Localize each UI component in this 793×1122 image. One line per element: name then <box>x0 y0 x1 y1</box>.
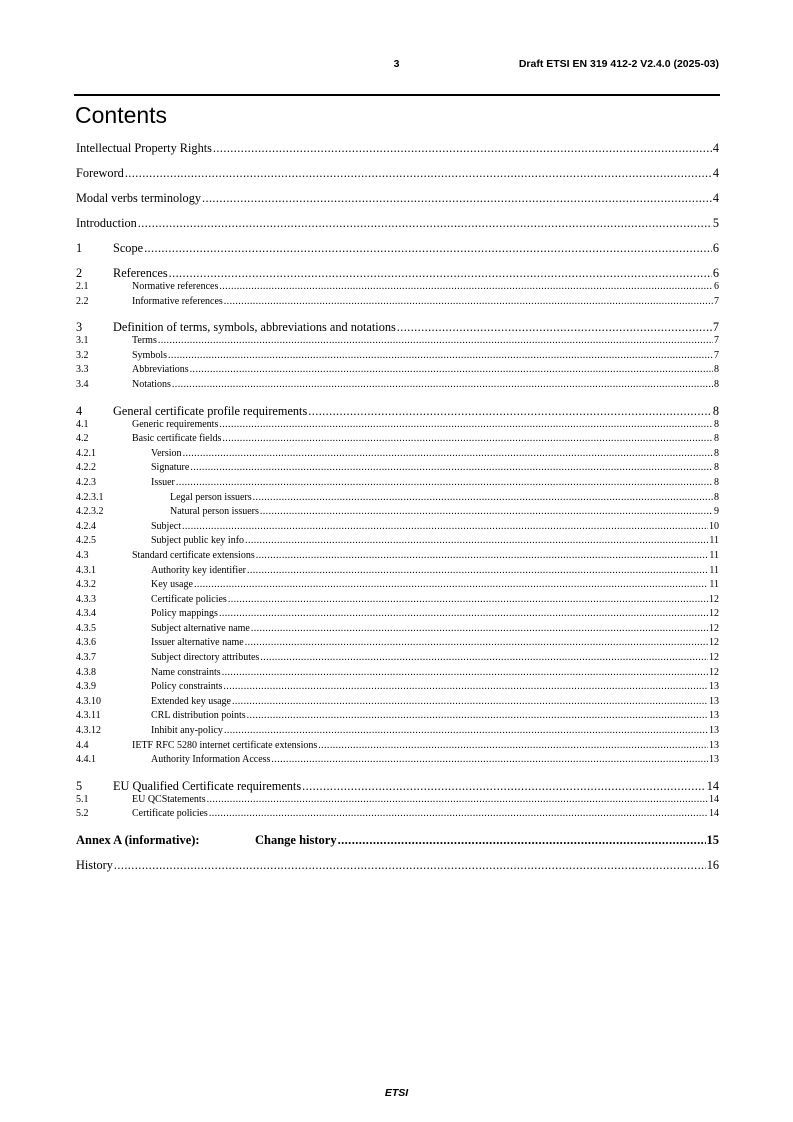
toc-entry-page: 13 <box>709 754 719 766</box>
toc-entry-title: Subject alternative name <box>151 622 250 634</box>
toc-leader-dots <box>223 680 708 695</box>
toc-entry[interactable] <box>76 295 719 310</box>
toc-entry-number: 4.2.3.2 <box>76 506 104 518</box>
toc-entry-number: 4.2.2 <box>76 462 96 474</box>
toc-entry-title: References <box>113 266 168 280</box>
toc-entry-page: 8 <box>714 491 719 503</box>
toc-entry[interactable] <box>76 191 719 205</box>
toc-entry[interactable] <box>76 334 719 349</box>
toc-entry-title: Change history <box>255 833 337 847</box>
document-id: Draft ETSI EN 319 412-2 V2.4.0 (2025-03) <box>518 58 719 70</box>
toc-leader-dots <box>219 607 708 622</box>
toc-entry-title: Abbreviations <box>132 364 189 376</box>
toc-entry-page: 11 <box>709 564 719 576</box>
toc-entry-title: Version <box>151 447 182 459</box>
toc-leader-dots <box>213 141 712 155</box>
toc-entry-title: Subject directory attributes <box>151 652 260 664</box>
toc-entry-title: Intellectual Property Rights <box>76 141 212 155</box>
toc-entry[interactable] <box>76 753 719 768</box>
toc-entry-page: 13 <box>709 681 719 693</box>
toc-entry-title: Symbols <box>132 349 168 361</box>
toc-entry-page: 13 <box>709 695 719 707</box>
toc-leader-dots <box>176 476 713 491</box>
toc-entry[interactable] <box>76 578 719 593</box>
toc-entry-page: 8 <box>714 364 719 376</box>
toc-entry[interactable] <box>76 461 719 476</box>
toc-entry[interactable] <box>76 404 719 418</box>
toc-entry-page: 4 <box>712 166 719 180</box>
toc-entry[interactable] <box>76 564 719 579</box>
toc-leader-dots <box>247 564 708 579</box>
toc-entry[interactable] <box>76 378 719 393</box>
toc-entry-number: 4.2.4 <box>76 520 96 532</box>
page-title: Contents <box>75 102 168 128</box>
toc-leader-dots <box>247 709 708 724</box>
toc-leader-dots <box>232 695 708 710</box>
toc-entry-page: 4 <box>712 141 719 155</box>
toc-leader-dots <box>169 266 712 280</box>
toc-entry-page: 11 <box>709 549 719 561</box>
toc-leader-dots <box>222 432 713 447</box>
toc-entry-page: 8 <box>714 378 719 390</box>
toc-entry-page: 12 <box>709 652 719 664</box>
footer-label: ETSI <box>384 1087 409 1099</box>
toc-entry-title: Subject public key info <box>151 535 245 547</box>
toc-entry[interactable] <box>76 739 719 754</box>
toc-entry-number: 4.3.1 <box>76 564 96 576</box>
toc-leader-dots <box>260 651 708 666</box>
toc-entry-number: 4.4 <box>76 739 89 751</box>
toc-entry-page: 15 <box>706 833 719 847</box>
toc-leader-dots <box>318 739 708 754</box>
toc-entry-number: 4.3.3 <box>76 593 96 605</box>
toc-entry-number: 3 <box>76 320 83 335</box>
toc-entry-title: Issuer alternative name <box>151 637 244 649</box>
toc-entry-title: Subject <box>151 520 181 532</box>
toc-leader-dots <box>207 793 708 808</box>
toc-entry-number: 4.3.5 <box>76 622 96 634</box>
toc-leader-dots <box>397 320 712 334</box>
toc-entry-title: Extended key usage <box>151 695 231 707</box>
toc-entry-title: Policy mappings <box>151 608 218 620</box>
toc-entry-title: Generic requirements <box>132 418 219 430</box>
toc-entry-title: Inhibit any-policy <box>151 725 223 737</box>
toc-entry-page: 8 <box>712 403 719 418</box>
toc-entry-page: 8 <box>714 447 719 459</box>
toc-entry-title: Definition of terms, symbols, abbreviations and notations <box>113 320 396 335</box>
toc-leader-dots <box>168 349 713 364</box>
toc-entry[interactable] <box>76 858 719 872</box>
toc-entry-number: 4.2.5 <box>76 535 96 547</box>
toc-entry-number: 4.2.3 <box>76 476 96 488</box>
toc-entry[interactable] <box>76 280 719 295</box>
toc-leader-dots <box>260 505 713 520</box>
toc-leader-dots <box>138 216 712 230</box>
toc-leader-dots <box>271 753 708 768</box>
toc-leader-dots <box>182 520 708 535</box>
toc-leader-dots <box>224 724 708 739</box>
toc-entry[interactable] <box>76 216 719 230</box>
toc-entry-title: CRL distribution points <box>151 710 246 722</box>
toc-entry[interactable] <box>76 607 719 622</box>
toc-entry-title: Natural person issuers <box>170 506 259 518</box>
toc-entry-page: 8 <box>714 476 719 488</box>
toc-entry[interactable] <box>76 666 719 681</box>
toc-entry-number: 3.3 <box>76 364 89 376</box>
toc-entry[interactable] <box>76 724 719 739</box>
toc-leader-dots <box>251 622 708 637</box>
toc-entry-page: 7 <box>714 295 719 307</box>
toc-entry-title: IETF RFC 5280 internet certificate extensions <box>132 739 318 751</box>
toc-entry-number: 2.1 <box>76 281 89 292</box>
toc-entry-title: Key usage <box>151 579 193 591</box>
toc-entry[interactable] <box>76 793 719 808</box>
toc-entry-title: Authority key identifier <box>151 564 246 576</box>
toc-entry-page: 7 <box>712 320 719 335</box>
toc-entry-title: Basic certificate fields <box>132 433 222 445</box>
toc-entry[interactable] <box>76 505 719 520</box>
toc-entry-number: 4.2.3.1 <box>76 491 104 503</box>
toc-entry[interactable] <box>76 779 719 793</box>
toc-entry-page: 10 <box>709 520 719 532</box>
toc-entry[interactable] <box>76 141 719 155</box>
toc-entry-page: 11 <box>709 579 719 591</box>
toc-entry-title: Authority Information Access <box>151 754 271 766</box>
toc-entry-number: 5 <box>76 778 83 793</box>
toc-entry[interactable] <box>76 534 719 549</box>
toc-entry-title: Scope <box>113 241 144 255</box>
toc-leader-dots <box>125 166 712 180</box>
toc-entry-title: EU Qualified Certificate requirements <box>113 778 302 793</box>
toc-entry[interactable] <box>76 636 719 651</box>
toc-entry[interactable] <box>76 622 719 637</box>
toc-entry-page: 14 <box>706 778 719 793</box>
toc-leader-dots <box>256 549 709 564</box>
toc-entry-page: 5 <box>712 216 719 230</box>
toc-entry-title: Notations <box>132 378 171 390</box>
toc-entry[interactable] <box>76 166 719 180</box>
toc-entry-page: 13 <box>709 739 719 751</box>
toc-entry[interactable] <box>76 349 719 364</box>
toc-entry-title: Modal verbs terminology <box>76 191 201 205</box>
toc-entry-number: 4.3.4 <box>76 608 96 620</box>
toc-entry-number: 4.1 <box>76 418 89 430</box>
toc-entry[interactable] <box>76 491 719 506</box>
toc-entry-page: 6 <box>714 281 719 292</box>
toc-entry-title: Signature <box>151 462 190 474</box>
toc-leader-dots <box>190 363 713 378</box>
toc-entry-number: 4.3.2 <box>76 579 96 591</box>
toc-entry-number: 4.2 <box>76 433 89 445</box>
toc-entry-number: 4.3.12 <box>76 725 101 737</box>
toc-entry-title: EU QCStatements <box>132 793 206 805</box>
toc-entry[interactable] <box>76 476 719 491</box>
toc-leader-dots <box>302 779 706 793</box>
toc-entry[interactable] <box>76 363 719 378</box>
toc-entry-number: 4.3.6 <box>76 637 96 649</box>
toc-entry-title: Standard certificate extensions <box>132 549 255 561</box>
toc-entry[interactable] <box>76 320 719 334</box>
toc-entry-title: Certificate policies <box>132 808 208 820</box>
toc-leader-dots <box>209 807 708 822</box>
toc-leader-dots <box>219 280 713 295</box>
toc-leader-dots <box>202 191 712 205</box>
toc-entry-number: 4.3.10 <box>76 695 101 707</box>
toc-entry-page: 12 <box>709 622 719 634</box>
toc-entry[interactable] <box>76 833 719 847</box>
toc-entry-number: 4.4.1 <box>76 754 96 766</box>
toc-leader-dots <box>158 334 713 349</box>
toc-entry-number: 3.1 <box>76 335 89 347</box>
toc-leader-dots <box>222 666 708 681</box>
toc-leader-dots <box>144 241 712 255</box>
toc-entry-page: 4 <box>712 191 719 205</box>
toc-entry-number: 4.3.9 <box>76 681 96 693</box>
toc-entry-title: Introduction <box>76 216 137 230</box>
toc-entry-page: 12 <box>709 593 719 605</box>
toc-leader-dots <box>219 418 713 433</box>
toc-entry-number: 4.3 <box>76 549 89 561</box>
toc-leader-dots <box>190 461 713 476</box>
toc-entry[interactable] <box>76 418 719 433</box>
toc-leader-dots <box>114 858 706 872</box>
page-number: 3 <box>393 58 400 70</box>
toc-entry[interactable] <box>76 549 719 564</box>
toc-entry-page: 14 <box>709 793 719 805</box>
toc-entry-page: 12 <box>709 637 719 649</box>
toc-entry[interactable] <box>76 520 719 535</box>
toc-entry-page: 7 <box>714 335 719 347</box>
toc-entry[interactable] <box>76 695 719 710</box>
toc-entry-title: Normative references <box>132 281 219 292</box>
toc-entry-page: 13 <box>709 725 719 737</box>
toc-entry-number: 3.2 <box>76 349 89 361</box>
toc-entry-page: 13 <box>709 710 719 722</box>
toc-entry-number: 3.4 <box>76 378 89 390</box>
toc-entry-page: 14 <box>709 808 719 820</box>
toc-entry-number: 5.2 <box>76 808 89 820</box>
toc-leader-dots <box>194 578 708 593</box>
toc-entry-number: 4.2.1 <box>76 447 96 459</box>
toc-entry-page: 9 <box>714 506 719 518</box>
toc-entry-title: Issuer <box>151 476 175 488</box>
toc-entry-title: Policy constraints <box>151 681 223 693</box>
toc-entry-page: 12 <box>709 666 719 678</box>
toc-entry-title: Certificate policies <box>151 593 227 605</box>
toc-entry-page: 6 <box>712 266 719 280</box>
toc-entry-number: 5.1 <box>76 793 89 805</box>
toc-entry-page: 16 <box>706 858 719 872</box>
toc-leader-dots <box>245 636 708 651</box>
toc-entry[interactable] <box>76 593 719 608</box>
toc-entry-title: History <box>76 858 113 872</box>
toc-leader-dots <box>228 593 708 608</box>
toc-leader-dots <box>172 378 713 393</box>
toc-entry-number: 2.2 <box>76 295 89 307</box>
toc-entry-number: 4 <box>76 403 83 418</box>
toc-entry-title: Terms <box>132 335 157 347</box>
toc-entry-number: 4.3.7 <box>76 652 96 664</box>
toc-entry-page: 7 <box>714 349 719 361</box>
toc-entry[interactable] <box>76 709 719 724</box>
toc-entry-number: 4.3.11 <box>76 710 101 722</box>
toc-entry[interactable] <box>76 807 719 822</box>
toc-entry-title: Name constraints <box>151 666 221 678</box>
toc-entry-title: General certificate profile requirements <box>113 403 308 418</box>
toc-entry-page: 8 <box>714 418 719 430</box>
toc-entry[interactable] <box>76 266 719 280</box>
toc-leader-dots <box>338 833 706 847</box>
toc-entry[interactable] <box>76 432 719 447</box>
toc-entry-page: 11 <box>709 535 719 547</box>
toc-entry-title: Legal person issuers <box>170 491 252 503</box>
toc-entry-number: 4.3.8 <box>76 666 96 678</box>
toc-leader-dots <box>253 491 713 506</box>
toc-entry-number: Annex A (informative): <box>76 833 200 847</box>
header-rule <box>74 94 720 96</box>
toc-entry-page: 12 <box>709 608 719 620</box>
toc-leader-dots <box>245 534 708 549</box>
toc-entry-page: 8 <box>714 462 719 474</box>
toc-leader-dots <box>224 295 713 310</box>
toc-entry-page: 6 <box>712 241 719 255</box>
table-of-contents <box>76 141 719 872</box>
toc-entry[interactable] <box>76 651 719 666</box>
toc-entry-title: Foreword <box>76 166 124 180</box>
toc-entry-page: 8 <box>714 433 719 445</box>
toc-entry-title: Informative references <box>132 295 223 307</box>
toc-entry-number: 1 <box>76 241 83 255</box>
toc-leader-dots <box>183 447 713 462</box>
toc-entry[interactable] <box>76 680 719 695</box>
toc-leader-dots <box>308 404 712 418</box>
toc-entry-number: 2 <box>76 266 83 280</box>
toc-entry[interactable] <box>76 447 719 462</box>
toc-entry[interactable] <box>76 241 719 255</box>
